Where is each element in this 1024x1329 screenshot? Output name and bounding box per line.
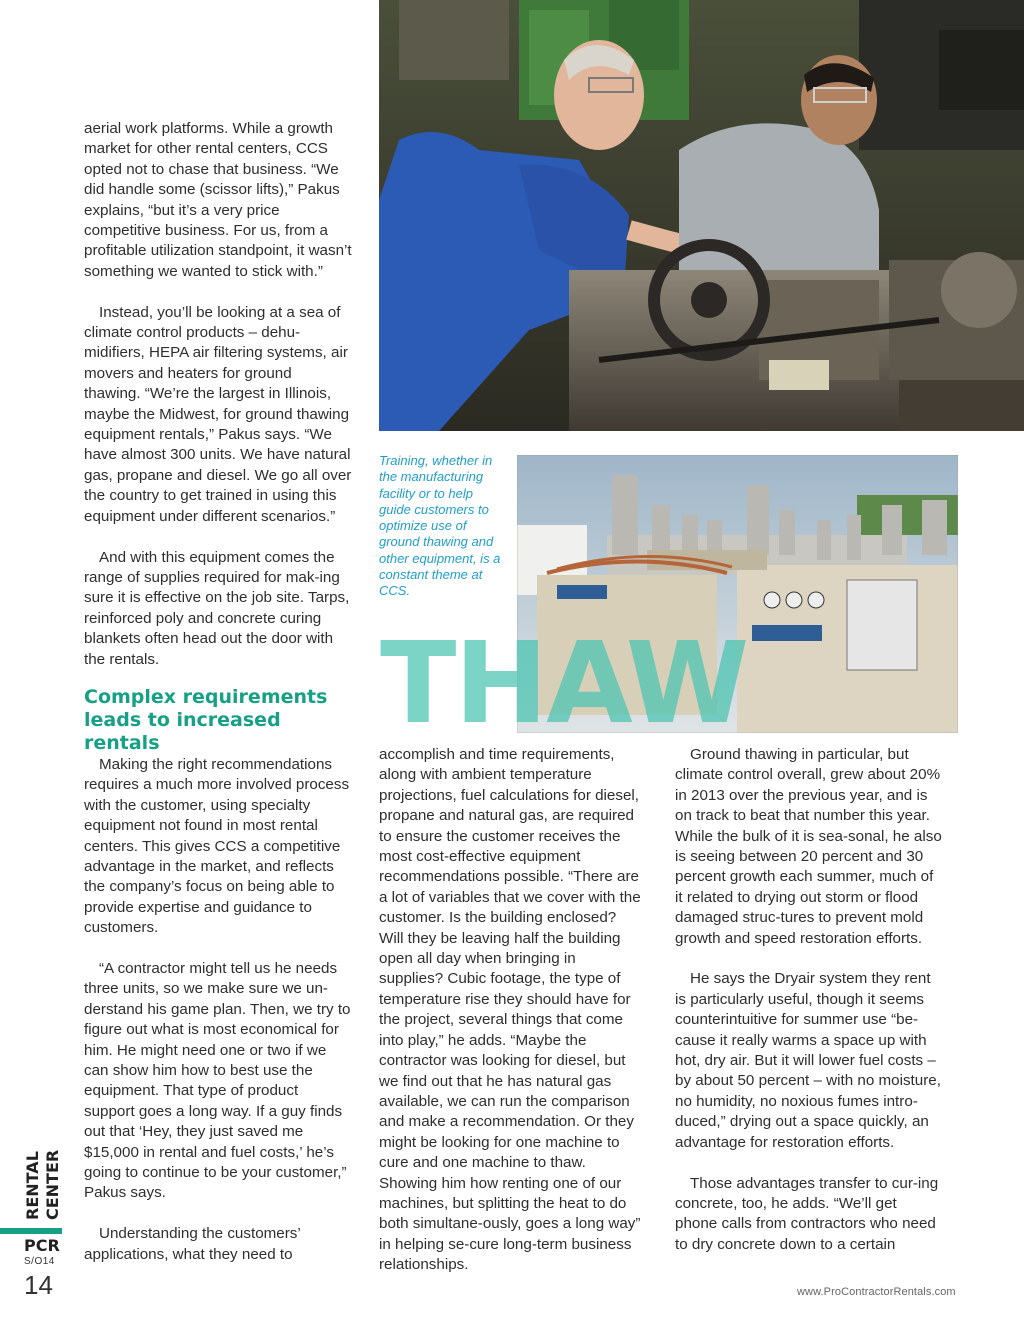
paragraph: aerial work platforms. While a growth market for other rental centers, CCS opted not to chase that business. “We did handle some (scissor lifts),” Pakus explains, “but it’s a very price competitive business. For us, from a profitable utilization standpoint, it wasn’t something we wanted to stick with.” <box>84 120 352 280</box>
paragraph: Making the right recommendations requires a much more involved process with the customer, using specialty equipment not found in most rental centers. This gives CCS a competitive advantage in the market, and reflects the company’s focus on being able to provide expertise and guidance to customers. <box>84 755 350 937</box>
paragraph: Instead, you’ll be looking at a sea of climate control products – dehu-midifiers, HEPA air filtering systems, air movers and heaters for ground thawing. “We’re the largest in Illinois, maybe the Midwest, for ground thawing equipment rentals,” Pakus says. “We have almost 300 units. We have natural gas, propane and diesel. We go all over the country to get trained in using this equipment under different scenarios.” <box>84 303 352 525</box>
paragraph: And with this equipment comes the range of supplies required for mak-ing sure it is effective on the job site. Tarps, reinforced poly and concrete curing blankets often head out the door with the rentals. <box>84 548 350 668</box>
issue-label: S/O14 <box>24 1256 55 1267</box>
article-column-2 <box>379 745 644 1296</box>
article-column-1 <box>84 119 352 1285</box>
workshop-photo <box>379 0 1024 431</box>
brand-mark: PCR <box>24 1236 60 1255</box>
paragraph: accomplish and time requirements, along with ambient temperature projections, fuel calculations for diesel, propane and natural gas, are required to ensure the customer receives the most cost-effective equipment recommendations possible. “There are a lot of variables that we cover with the customer. Is the building enclosed? Will they be leaving half the building open all day when bringing in supplies? Cubic footage, the type of temperature rise they should have for the project, several things that come into play,” he adds. “Maybe the contractor was looking for diesel, but we find out that he has natural gas available, we can run the comparison and make a recommendation. Or they might be looking for one machine to cure and one machine to thaw. Showing him how renting one of our machines, but splitting the heat to do both simultane-ously, goes a long way” in helping se-cure long-term business relationships. <box>379 746 641 1274</box>
paragraph: He says the Dryair system they rent is particularly useful, though it seems counterintuitive for summer use “be-cause it really warms a space up with hot, dry air. But it will lower fuel costs – by about 50 percent – with no moisture, no humidity, no noxious fumes intro-duced,” drying out a space quickly, an advantage for restoration efforts. <box>675 970 941 1151</box>
paragraph: “A contractor might tell us he needs three units, so we make sure we un-derstand his game plan. Then, we try to figure out what is most economical for him. He might need one or two if we can show him how to best use the equipment. That type of product support goes a long way. If a guy finds out that ‘Hey, they just saved me $15,000 in rental and fuel costs,’ he’s going to continue to be your customer,” Pakus says. <box>84 959 351 1202</box>
paragraph: Ground thawing in particular, but climate control overall, grew about 20% in 2013 over the previous year, and is on track to beat that number this year. While the bulk of it is sea-sonal, he also is seeing between 20 percent and 30 percent growth each summer, much of it related to drying out storm or flood damaged struc-tures to prevent mold growth and speed restoration efforts. <box>675 746 942 947</box>
section-subhead: Complex requirements leads to increased rentals <box>84 685 328 754</box>
footer-url: www.ProContractorRentals.com <box>797 1286 956 1298</box>
section-tab-label <box>8 1150 64 1222</box>
section-tab-bar <box>0 1228 62 1234</box>
photo-caption: Training, whether in the manufacturing facility or to help guide customers to optimize use of ground thawing and other equipment, is a constant theme at CCS. <box>379 453 501 599</box>
section-tab-line2: CENTER <box>43 1150 62 1220</box>
page-number: 14 <box>24 1270 53 1300</box>
paragraph: Understanding the customers’ applications, what they need to <box>84 1225 301 1263</box>
thaw-headline: THAW <box>380 619 748 749</box>
paragraph: Those advantages transfer to cur-ing concrete, too, he adds. “We’ll get phone calls from contractors who need to dry concrete down to a certain <box>675 1174 939 1253</box>
section-tab-line1: RENTAL <box>23 1151 42 1220</box>
article-column-3 <box>675 745 943 1276</box>
